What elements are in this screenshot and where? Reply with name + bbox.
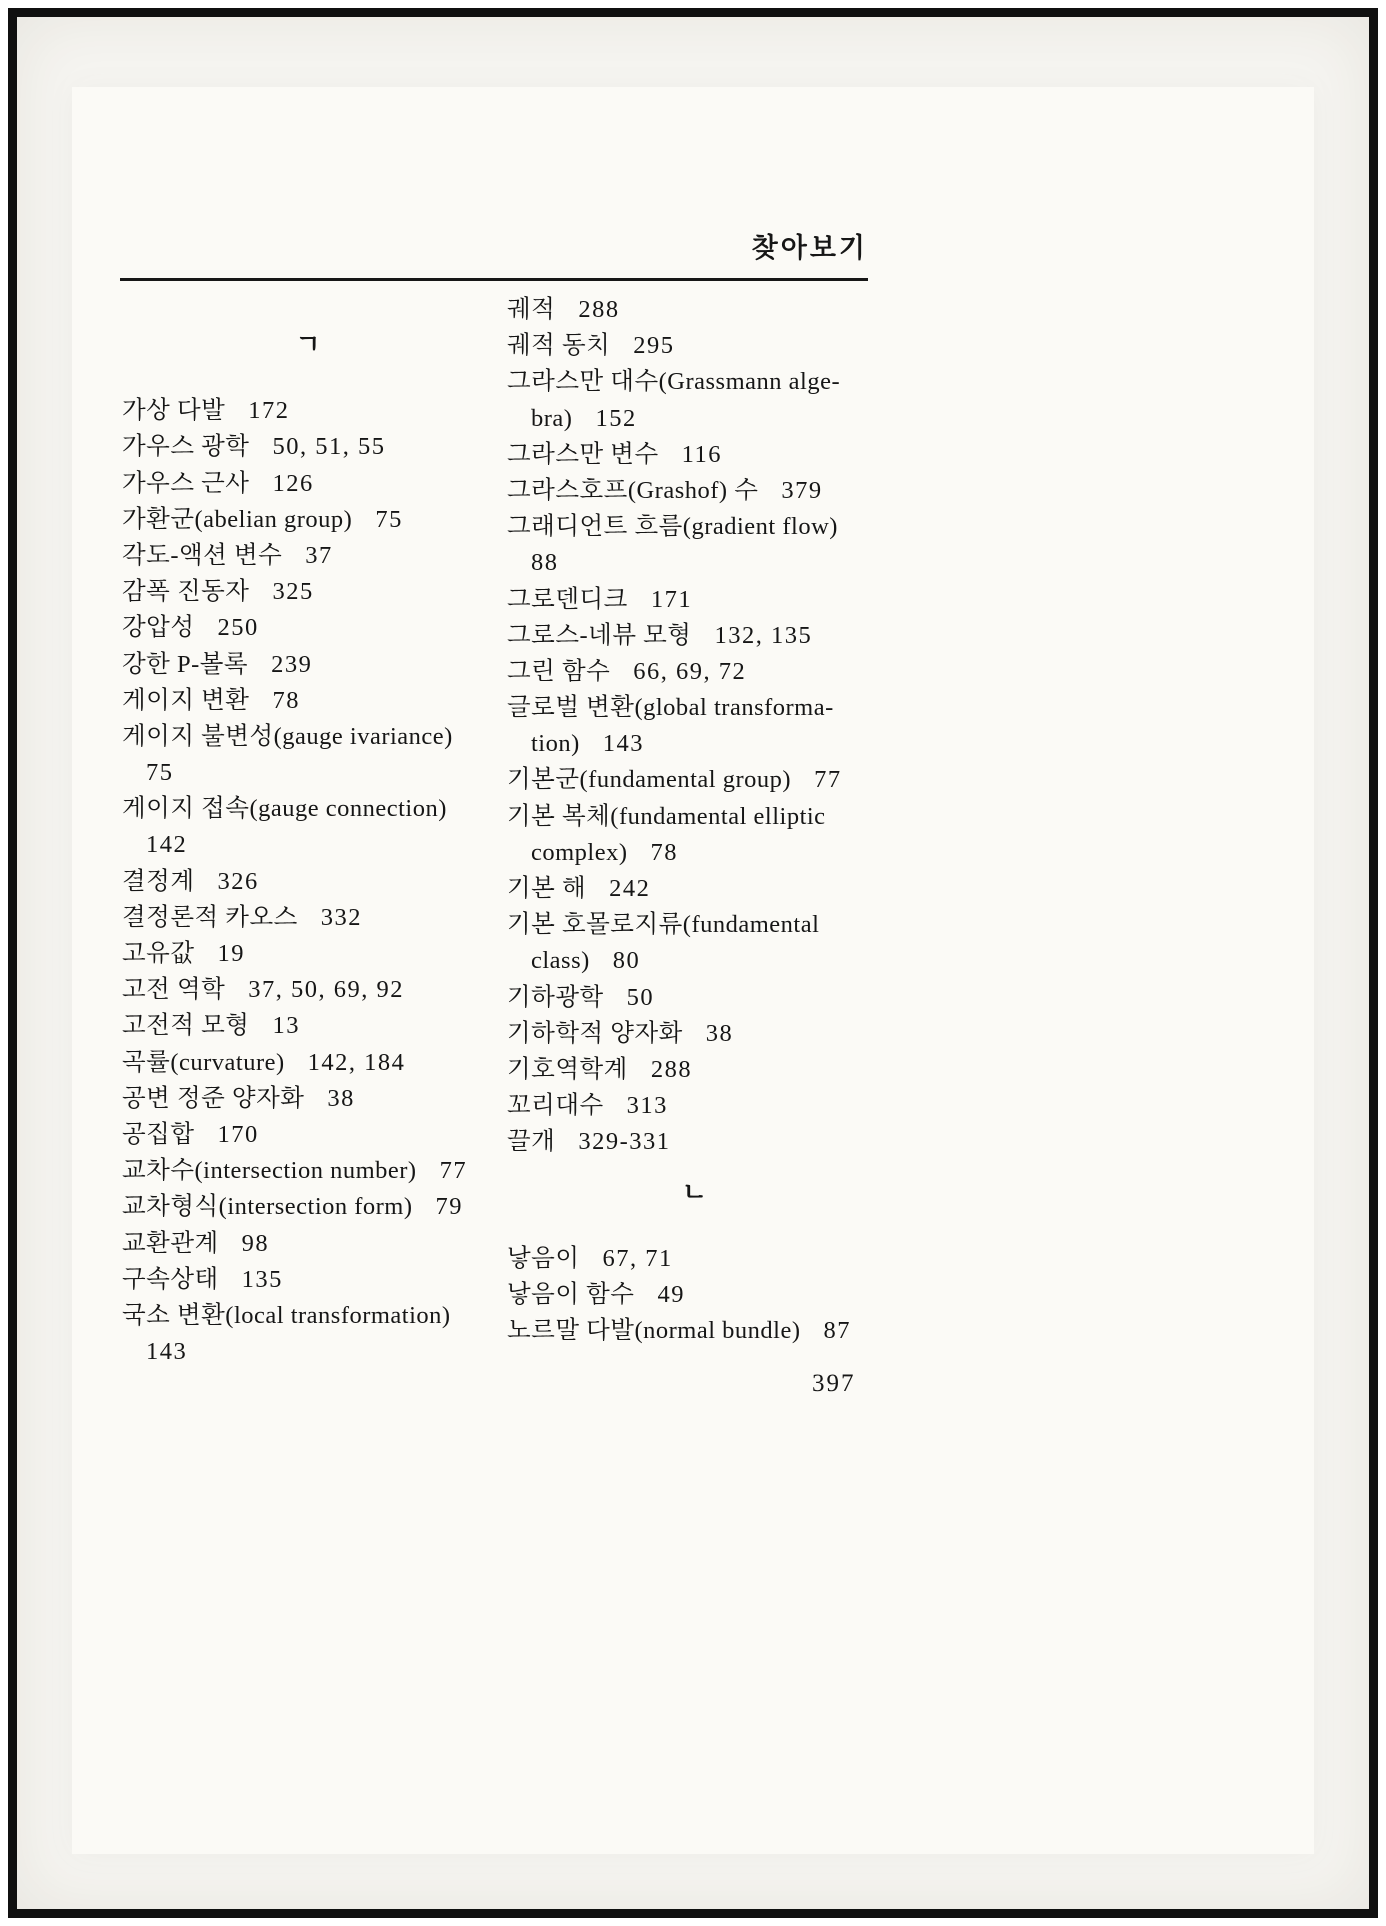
entry-term: 고전적 모형: [122, 1012, 250, 1040]
entry-term: bra): [531, 404, 573, 432]
index-entry: [122, 1262, 494, 1298]
index-entry: [507, 690, 882, 726]
index-entry: [122, 900, 494, 936]
entry-term: 강압성: [122, 614, 195, 642]
index-entry: [122, 1189, 494, 1225]
entry-term: 그라스만 변수: [507, 440, 659, 468]
index-entry-continuation: [507, 943, 882, 979]
entry-pages: 288: [650, 1055, 693, 1083]
entry-pages: 152: [595, 404, 637, 432]
entry-pages: 126: [272, 469, 314, 497]
index-entry: [122, 1298, 494, 1334]
page-title: 찾아보기: [751, 233, 868, 263]
entry-pages: 87: [823, 1317, 851, 1345]
entry-pages: 332: [320, 903, 363, 931]
index-entry: [507, 871, 882, 907]
index-entry: [122, 610, 494, 646]
entry-pages: 116: [681, 440, 722, 468]
entry-pages: 78: [650, 838, 679, 866]
index-entry-continuation: [122, 827, 494, 863]
entry-term: 그로스-네뷰 모형: [507, 621, 692, 649]
index-entry: [507, 292, 882, 328]
entry-term: 그래디언트 흐름(gradient flow): [507, 513, 838, 541]
index-entry-continuation: [507, 401, 882, 437]
entry-term: 강한 P-볼록: [122, 650, 249, 678]
entry-term: 고전 역학: [122, 976, 226, 1004]
index-entry: [507, 799, 882, 835]
index-entry: [507, 654, 882, 690]
index-entry: [507, 582, 882, 618]
entry-pages: 75: [375, 505, 403, 533]
entry-term: 낳음이: [507, 1244, 580, 1272]
index-entry: [507, 509, 882, 545]
index-header: [520, 231, 868, 265]
entry-term: 기하광학: [507, 983, 604, 1011]
entry-pages: 77: [814, 766, 842, 794]
entry-term: 기본 호몰로지류(fundamental: [507, 911, 820, 939]
entry-term: 궤적: [507, 296, 556, 323]
index-entry: [507, 980, 882, 1016]
index-entry: [507, 473, 882, 509]
section-heading: ㄴ: [681, 1177, 708, 1207]
header-rule: [120, 278, 868, 281]
index-entry: [122, 1153, 494, 1189]
entry-pages: 80: [612, 947, 641, 975]
entry-pages: 13: [272, 1012, 300, 1040]
entry-term: 기본군(fundamental group): [507, 766, 792, 794]
entry-pages: 19: [217, 940, 246, 967]
entry-term: 교차형식(intersection form): [122, 1193, 413, 1221]
line-gap: [507, 1161, 882, 1175]
entry-pages: 79: [435, 1193, 464, 1221]
line-gap: [507, 1211, 882, 1241]
section-heading: ㄱ: [295, 330, 321, 359]
entry-pages: 37, 50, 69, 92: [248, 976, 405, 1004]
entry-term: 가상 다발: [122, 397, 226, 425]
entry-term: 기하학적 양자화: [507, 1019, 683, 1047]
entry-term: 가환군(abelian group): [122, 505, 353, 533]
index-entry-continuation: [122, 1334, 494, 1370]
index-entry: [122, 1226, 494, 1262]
entry-term: class): [531, 947, 590, 975]
entry-term: 곡률(curvature): [122, 1048, 285, 1076]
entry-pages: 38: [327, 1084, 355, 1112]
entry-term: 각도-액션 변수: [122, 541, 283, 569]
entry-term: 구속상태: [122, 1265, 219, 1293]
entry-term: 낳음이 함수: [507, 1280, 635, 1308]
line-gap: [122, 363, 494, 393]
entry-pages: 142, 184: [307, 1048, 406, 1076]
index-entry: [507, 1088, 882, 1124]
entry-term: tion): [531, 730, 580, 758]
entry-term: 가우스 광학: [122, 433, 250, 461]
entry-pages: 288: [578, 296, 620, 323]
entry-term: 감폭 진동자: [122, 578, 250, 606]
index-entry: [122, 791, 494, 827]
entry-pages: 295: [633, 332, 675, 360]
entry-term: 기호역학계: [507, 1055, 628, 1083]
index-entry: [122, 936, 494, 972]
entry-pages: 329-331: [578, 1128, 671, 1156]
index-entry: [122, 538, 494, 574]
entry-pages: 75: [146, 759, 174, 787]
index-entry: [122, 864, 494, 900]
entry-term: 글로벌 변환(global transforma-: [507, 694, 834, 722]
entry-term: 기본 해: [507, 875, 587, 902]
entry-term: 노르말 다발(normal bundle): [507, 1317, 801, 1345]
entry-pages: 250: [217, 614, 259, 642]
entry-pages: 67, 71: [602, 1244, 673, 1272]
index-entry: [507, 437, 882, 473]
entry-term: 교환관계: [122, 1229, 219, 1257]
index-entry: [122, 429, 494, 465]
entry-term: complex): [531, 838, 628, 866]
index-entry: [122, 1117, 494, 1153]
entry-pages: 135: [241, 1265, 283, 1293]
index-entry: [507, 1052, 882, 1088]
entry-pages: 50, 51, 55: [272, 433, 386, 461]
page-number: 397: [812, 1370, 856, 1397]
entry-term: 그라스호프(Grashof) 수: [507, 476, 759, 504]
entry-pages: 143: [602, 730, 645, 758]
entry-term: 꼬리대수: [507, 1092, 604, 1120]
entry-term: 그라스만 대수(Grassmann alge-: [507, 368, 841, 396]
entry-pages: 66, 69, 72: [633, 657, 747, 685]
index-entry-continuation: [507, 545, 882, 581]
entry-pages: 98: [241, 1229, 270, 1257]
index-entry-continuation: [507, 835, 882, 871]
index-entry: [507, 907, 882, 943]
entry-pages: 50: [626, 983, 655, 1011]
index-entry: [122, 502, 494, 538]
index-entry: [507, 618, 882, 654]
entry-term: 국소 변환(local transformation): [122, 1301, 451, 1329]
index-entry: [122, 1008, 494, 1044]
entry-pages: 132, 135: [714, 621, 813, 649]
index-entry: [122, 1045, 494, 1081]
entry-term: 게이지 변환: [122, 686, 250, 714]
entry-pages: 325: [272, 578, 314, 606]
entry-term: 결정론적 카오스: [122, 903, 298, 931]
entry-pages: 77: [439, 1157, 468, 1185]
index-entry: [122, 1081, 494, 1117]
index-entry: [507, 364, 882, 400]
entry-term: 가우스 근사: [122, 469, 250, 497]
entry-pages: 326: [217, 867, 259, 895]
index-entry: [507, 1313, 882, 1349]
left-column: [122, 327, 494, 1370]
entry-term: 그린 함수: [507, 657, 611, 685]
entry-pages: 313: [626, 1092, 668, 1120]
entry-pages: 78: [272, 686, 300, 714]
index-entry: [122, 719, 494, 755]
entry-term: 끌개: [507, 1128, 556, 1156]
entry-pages: 37: [305, 541, 333, 569]
index-entry-continuation: [122, 755, 494, 791]
entry-term: 공집합: [122, 1120, 195, 1148]
entry-term: 공변 정준 양자화: [122, 1084, 305, 1112]
entry-term: 기본 복체(fundamental elliptic: [507, 802, 826, 830]
entry-pages: 143: [146, 1338, 188, 1366]
entry-pages: 88: [531, 549, 559, 577]
index-entry: [122, 574, 494, 610]
entry-term: 게이지 불변성(gauge ivariance): [122, 722, 453, 750]
entry-pages: 172: [248, 397, 290, 425]
index-entry: [507, 762, 882, 798]
index-entry: [122, 466, 494, 502]
index-entry: [122, 393, 494, 429]
entry-pages: 142: [146, 831, 188, 859]
index-entry: [507, 1277, 882, 1313]
entry-pages: 242: [609, 875, 651, 902]
index-entry: [122, 683, 494, 719]
entry-term: 그로덴디크: [507, 585, 628, 613]
entry-pages: 49: [657, 1280, 685, 1308]
index-entry: [507, 328, 882, 364]
index-entry: [122, 647, 494, 683]
entry-pages: 170: [217, 1120, 259, 1148]
entry-term: 고유값: [122, 940, 195, 967]
index-entry: [122, 972, 494, 1008]
entry-pages: 379: [781, 476, 823, 504]
index-entry: [507, 1124, 882, 1160]
entry-pages: 239: [271, 650, 313, 678]
entry-term: 궤적 동치: [507, 332, 611, 360]
entry-term: 결정계: [122, 867, 195, 895]
entry-pages: 171: [650, 585, 693, 613]
entry-pages: 38: [705, 1019, 734, 1047]
entry-term: 교차수(intersection number): [122, 1157, 417, 1185]
entry-term: 게이지 접속(gauge connection): [122, 795, 447, 823]
index-entry: [507, 1241, 882, 1277]
right-column: [507, 292, 882, 1349]
index-entry: [507, 1016, 882, 1052]
index-entry-continuation: [507, 726, 882, 762]
